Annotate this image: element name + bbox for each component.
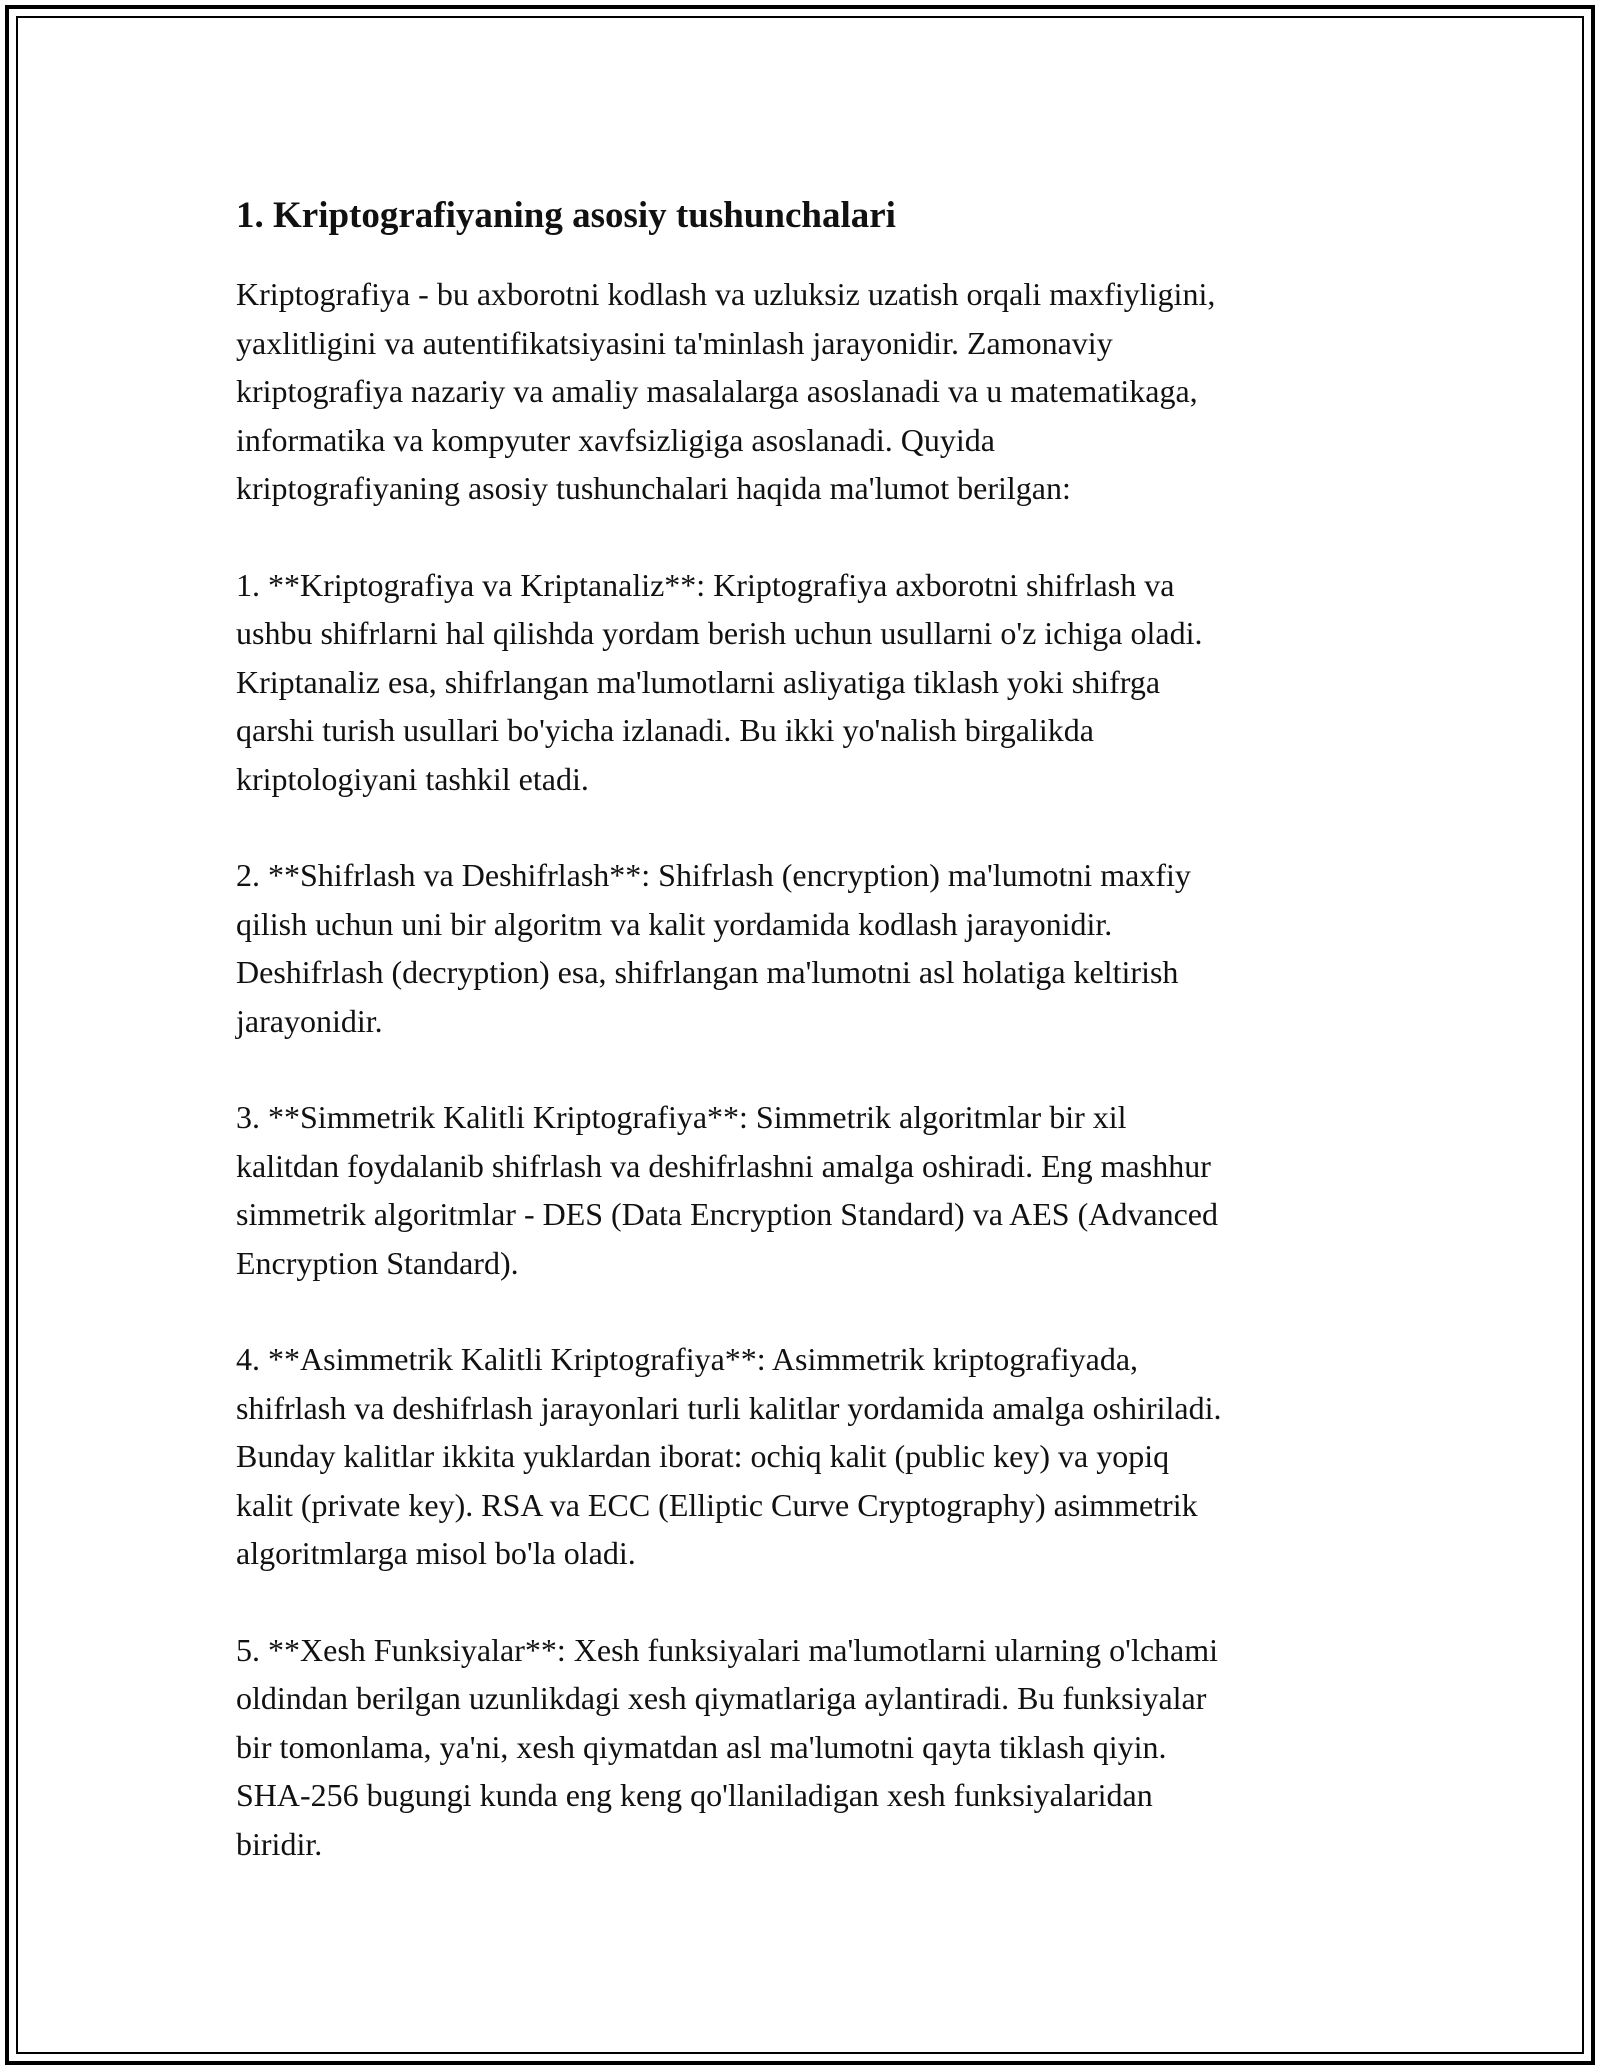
document-body: [236, 190, 1376, 1916]
section-heading: 1. Kriptografiyaning asosiy tushunchalari: [236, 195, 896, 236]
list-item-encryption-decryption: 2. **Shifrlash va Deshifrlash**: Shifrlash (encryption) ma'lumotni maxfiy qilish uchun uni bir algoritm va kalit yordamida kodlash jarayonidir. Deshifrlash (decryption) esa, shifrlangan ma'lumotni asl holatiga keltirish jarayonidir.: [236, 857, 1191, 1039]
list-item-cryptography-cryptanalysis: 1. **Kriptografiya va Kriptanaliz**: Kriptografiya axborotni shifrlash va ushbu shifrlarni hal qilishda yordam berish uchun usullarni o'z ichiga oladi. Kriptanaliz esa, shifrlangan ma'lumotlarni asliyatiga tiklash yoki shifrga qarshi turish usullari bo'yicha izlanadi. Bu ikki yo'nalish birgalikda kriptologiyani tashkil etadi.: [236, 566, 1203, 797]
list-item-symmetric-key: 3. **Simmetrik Kalitli Kriptografiya**: Simmetrik algoritmlar bir xil kalitdan foydalanib shifrlash va deshifrlashni amalga oshiradi. Eng mashhur simmetrik algoritmlar - DES (Data Encryption Standard) va AES (Advanced Encryption Standard).: [236, 1099, 1218, 1281]
list-item-asymmetric-key: 4. **Asimmetrik Kalitli Kriptografiya**: Asimmetrik kriptografiyada, shifrlash va deshifrlash jarayonlari turli kalitlar yordamida amalga oshiriladi. Bunday kalitlar ikkita yuklardan iborat: ochiq kalit (public key) va yopiq kalit (private key). RSA va ECC (Elliptic Curve Cryptography) asimmetrik algoritmlarga misol bo'la oladi.: [236, 1341, 1222, 1571]
list-item-hash-functions: 5. **Xesh Funksiyalar**: Xesh funksiyalari ma'lumotlarni ularning o'lchami oldindan berilgan uzunlikdagi xesh qiymatlariga aylantiradi. Bu funksiyalar bir tomonlama, ya'ni, xesh qiymatdan asl ma'lumotni qayta tiklash qiyin. SHA-256 bugungi kunda eng keng qo'llaniladigan xesh funksiyalaridan biridir.: [236, 1631, 1219, 1862]
intro-paragraph: Kriptografiya - bu axborotni kodlash va uzluksiz uzatish orqali maxfiyligini, yaxlitligini va autentifikatsiyasini ta'minlash jarayonidir. Zamonaviy kriptografiya nazariy va amaliy masalalarga asoslanadi va u matematikaga, informatika va kompyuter xavfsizligiga asoslanadi. Quyida kriptografiyaning asosiy tushunchalari haqida ma'lumot berilgan:: [236, 276, 1216, 506]
